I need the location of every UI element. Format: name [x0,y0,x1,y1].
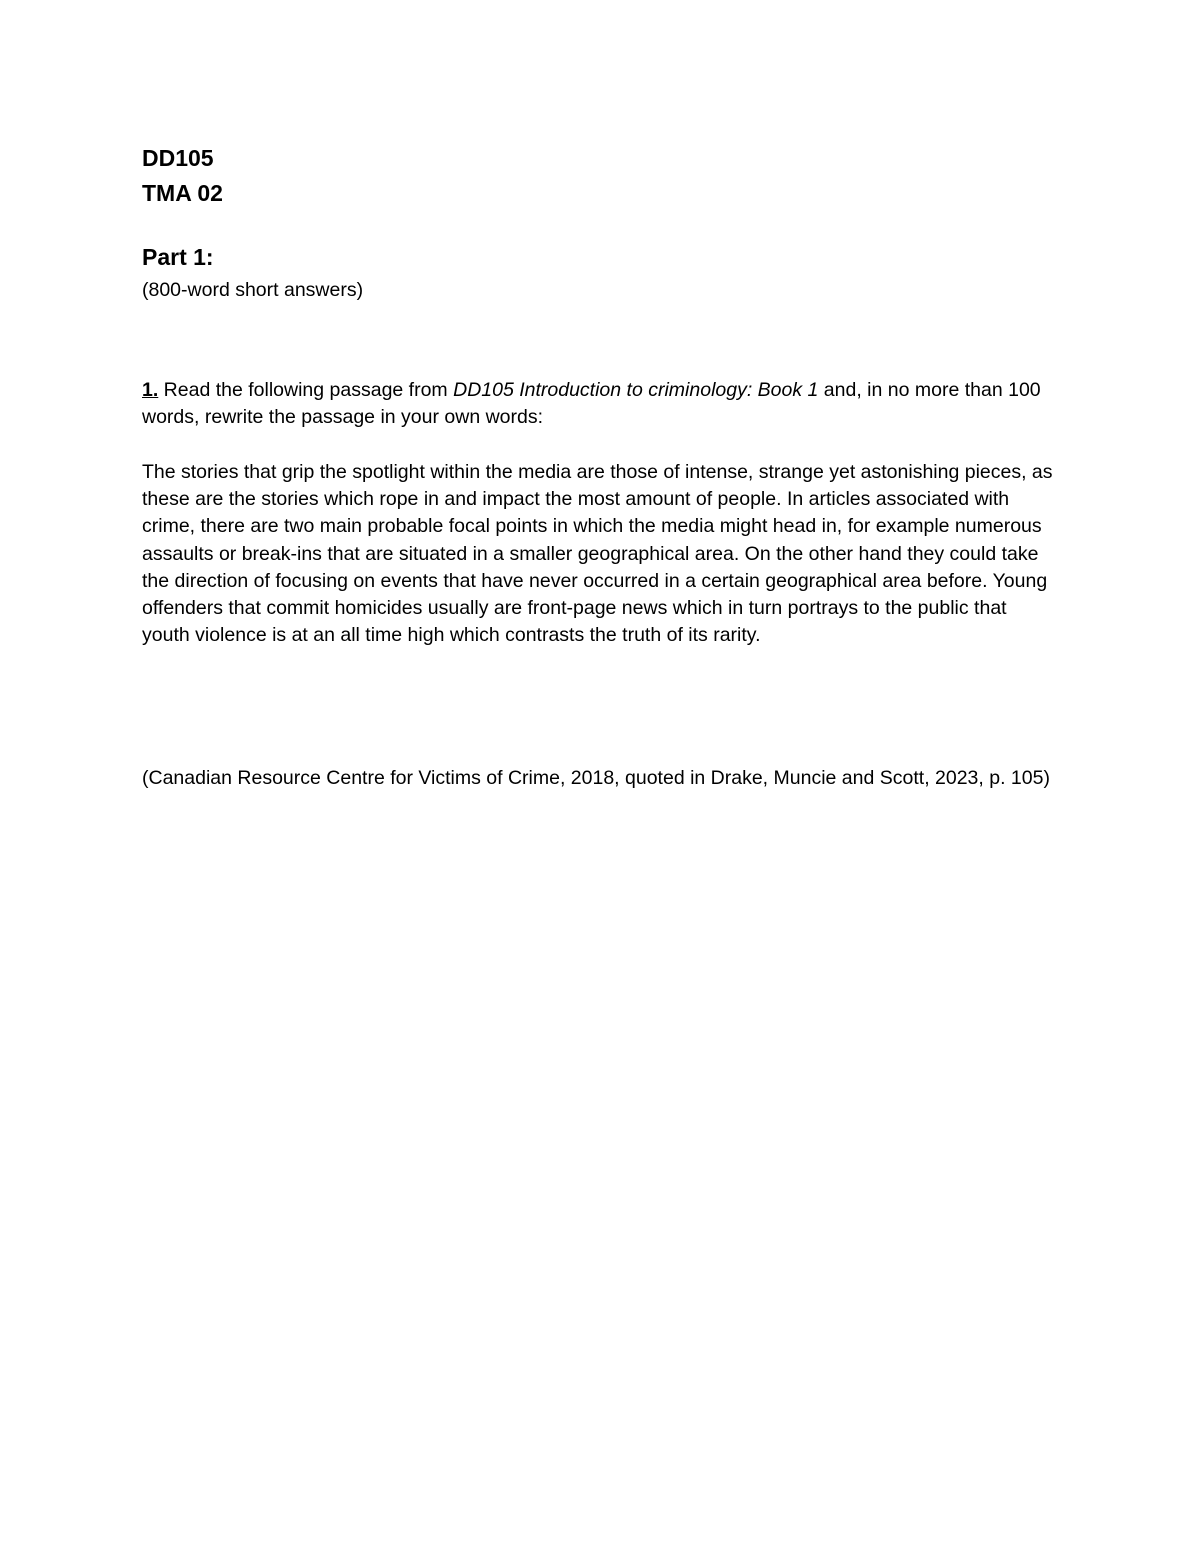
assignment-title: TMA 02 [142,180,223,206]
course-code: DD105 [142,145,214,171]
passage: The stories that grip the spotlight within the media are those of intense, strange yet astonishing pieces, as these are the stories which rope in and impact the most amount of people. In articles associated with crime, there are two main probable focal points in which the media might head in, for example numerous assaults or break-ins that are situated in a smaller geographical area. On the other hand they could take the direction of focusing on events that have never occurred in a certain geographical area before. Young offenders that commit homicides usually are front-page news which in turn portrays to the public that youth violence is at an all time high which contrasts the truth of its rarity. [142,461,1053,647]
part-note: (800-word short answers) [142,279,364,301]
part-heading: Part 1: [142,244,214,270]
document-page [142,0,1072,1553]
citation: (Canadian Resource Centre for Victims of Crime, 2018, quoted in Drake, Muncie and Scott, 2023, p. 105) [142,767,1050,789]
question-text-after: and, in no more than 100 words, rewrite the passage in your own words: [142,379,1041,428]
book-title: DD105 Introduction to criminology: Book 1 [453,379,819,401]
question-1 [142,377,1072,431]
question-text-before: Read the following passage from [158,379,454,401]
question-number: 1. [142,379,159,401]
